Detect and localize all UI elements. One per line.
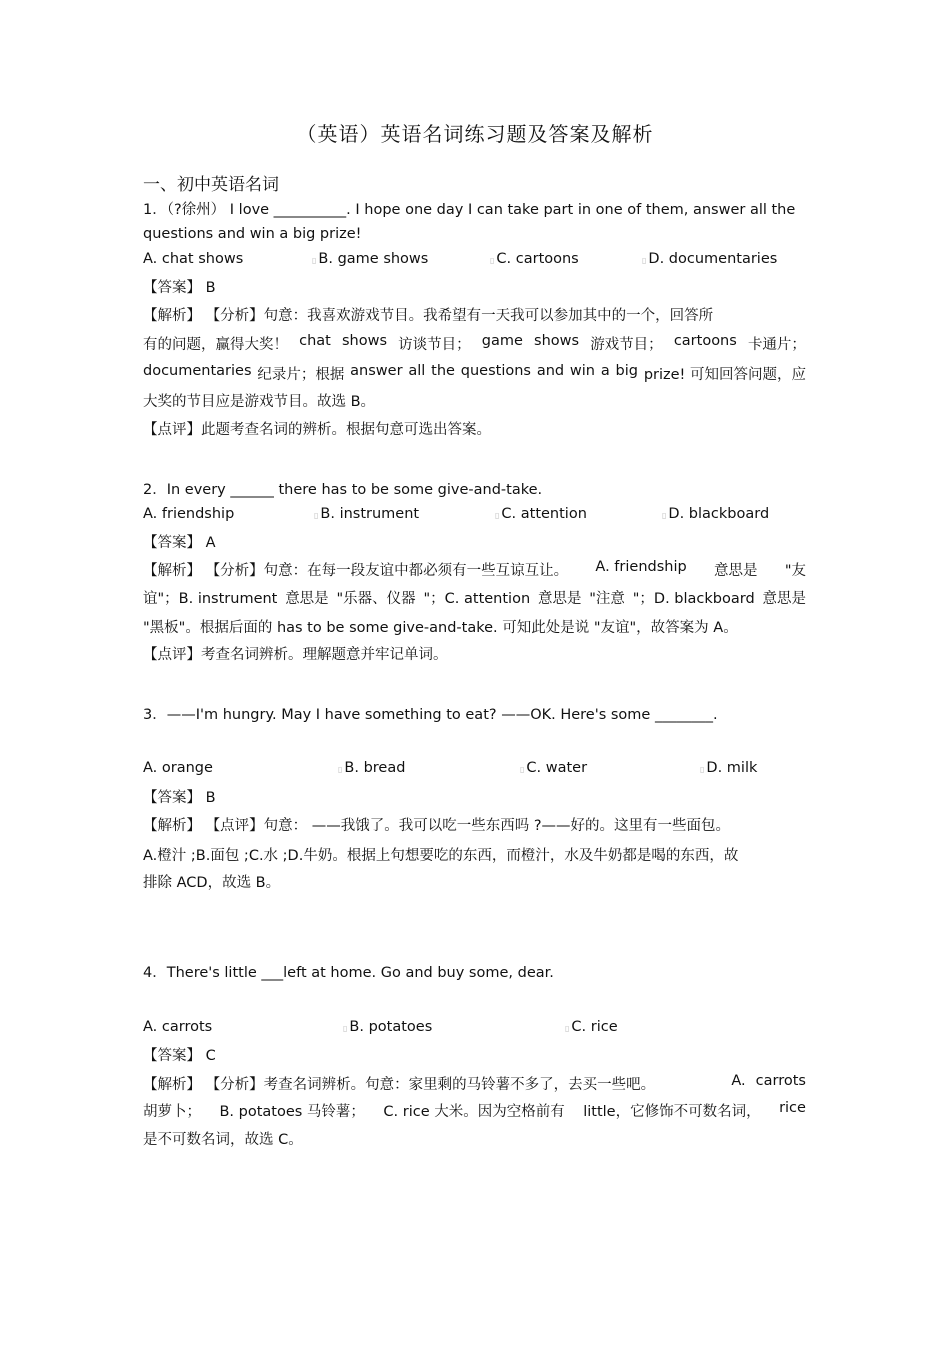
q1-analysis-line2 xyxy=(143,333,806,354)
tick-mark-icon: ▯ xyxy=(662,511,667,520)
section-heading: 一、初中英语名词 xyxy=(143,175,279,195)
q1-stem-line2: questions and win a big prize! xyxy=(143,226,362,242)
q1-analysis-part: and xyxy=(536,363,565,379)
q4-analysis-line2 xyxy=(143,1100,806,1121)
q4-answer: 【答案】 C xyxy=(143,1048,216,1064)
q1-option-c-label: C. cartoons xyxy=(496,251,579,267)
tick-mark-icon: ▯ xyxy=(700,765,705,774)
q4-option-b-label: B. potatoes xyxy=(349,1019,433,1035)
q4-analysis-part: little，它修饰不可数名词， xyxy=(583,1104,761,1120)
q2-analysis-part: 【解析】 【分析】句意：在每一段友谊中都必须有一些互谅互让。 xyxy=(143,563,569,579)
q4-option-c-label: C. rice xyxy=(571,1019,618,1035)
q1-option-b xyxy=(312,251,428,267)
q2-analysis-line1 xyxy=(143,559,806,580)
q2-analysis-part: 意思是 xyxy=(537,591,582,607)
q1-analysis-part: 游戏节目； xyxy=(590,337,663,353)
q4-analysis-part: A. xyxy=(731,1073,746,1089)
q2-option-b xyxy=(314,506,419,522)
tick-mark-icon: ▯ xyxy=(338,765,343,774)
q4-analysis-spacer xyxy=(655,1073,731,1094)
q2-analysis-part: 意思是 xyxy=(762,591,806,607)
q1-option-b-label: B. game shows xyxy=(318,251,429,267)
q2-option-b-label: B. instrument xyxy=(320,506,420,522)
q4-stem: 4．There's little ___left at home. Go and buy some, dear. xyxy=(143,965,554,981)
q3-analysis-line2: A.橙汁 ;B.面包 ;C.水 ;D.牛奶。根据上句想要吃的东西，而橙汁，水及牛奶都是喝的东西，故 xyxy=(143,848,739,864)
tick-mark-icon: ▯ xyxy=(642,256,647,265)
q2-answer: 【答案】 A xyxy=(143,535,216,551)
q3-answer: 【答案】 B xyxy=(143,790,216,806)
q2-option-d xyxy=(662,506,769,522)
q3-stem: 3．——I'm hungry. May I have something to eat? ——OK. Here's some ________. xyxy=(143,707,718,723)
q4-analysis-part: rice xyxy=(779,1100,806,1116)
q4-analysis-part: C. rice 大米。因为空格前有 xyxy=(383,1104,565,1120)
q3-option-c-label: C. water xyxy=(526,760,588,776)
q1-option-d-label: D. documentaries xyxy=(648,251,778,267)
tick-mark-icon: ▯ xyxy=(490,256,495,265)
q1-analysis-part: questions xyxy=(460,363,531,379)
q1-analysis-part: 纪录片；根据 xyxy=(257,367,345,383)
q4-analysis-part: carrots xyxy=(755,1073,806,1089)
q1-answer: 【答案】 B xyxy=(143,280,216,296)
q1-analysis-part: a xyxy=(600,363,610,379)
q3-option-b-label: B. bread xyxy=(344,760,406,776)
q2-analysis-part: "乐器、仪器 xyxy=(336,591,416,607)
q1-analysis-part: answer xyxy=(350,363,403,379)
q2-analysis-part: A. friendship xyxy=(595,559,687,575)
q3-option-a: A. orange xyxy=(143,760,213,776)
q4-option-c xyxy=(565,1019,618,1035)
q2-stem: 2．In every ______ there has to be some give-and-take. xyxy=(143,482,543,498)
q3-option-d xyxy=(700,760,757,776)
q1-comment: 【点评】此题考查名词的辨析。根据句意可选出答案。 xyxy=(143,422,491,438)
q1-analysis-part: big xyxy=(615,363,638,379)
q2-option-d-label: D. blackboard xyxy=(668,506,770,522)
q1-analysis-part: 有的问题，赢得大奖！ xyxy=(143,337,288,353)
tick-mark-icon: ▯ xyxy=(565,1024,570,1033)
q1-analysis-part: game xyxy=(481,333,523,349)
q2-analysis-part: "友 xyxy=(784,563,806,579)
q1-analysis-part: prize! 可知回答问题，应 xyxy=(643,367,806,383)
tick-mark-icon: ▯ xyxy=(314,511,319,520)
page-title: （英语）英语名词练习题及答案及解析 xyxy=(296,122,654,146)
q1-option-a: A. chat shows xyxy=(143,251,244,267)
q2-analysis-part: 意思是 xyxy=(714,563,758,579)
q1-analysis-part: the xyxy=(431,363,455,379)
q2-analysis-line2 xyxy=(143,587,806,608)
q4-analysis-line1 xyxy=(143,1073,806,1094)
q2-option-c-label: C. attention xyxy=(501,506,587,522)
q4-analysis-line3: 是不可数名词，故选 C。 xyxy=(143,1132,303,1148)
q1-option-c xyxy=(490,251,579,267)
q2-analysis-part: "；D. blackboard xyxy=(632,591,755,607)
tick-mark-icon: ▯ xyxy=(495,511,500,520)
q4-option-b xyxy=(343,1019,432,1035)
q2-option-c xyxy=(495,506,587,522)
q1-analysis-part: shows xyxy=(341,333,388,349)
q2-analysis-part: "；C. attention xyxy=(423,591,531,607)
q1-analysis-part: shows xyxy=(534,333,580,349)
q4-analysis-part: 胡萝卜； xyxy=(143,1104,201,1120)
q4-analysis-part: B. potatoes 马铃薯； xyxy=(219,1104,365,1120)
q4-option-a: A. carrots xyxy=(143,1019,213,1035)
q2-analysis-part: "注意 xyxy=(589,591,625,607)
q1-stem-line1: 1．（?徐州） I love __________. I hope one day I can take part in one of them, answer all the xyxy=(143,202,796,218)
tick-mark-icon: ▯ xyxy=(343,1024,348,1033)
q2-analysis-part: 谊"；B. instrument xyxy=(143,591,278,607)
q3-analysis-line3: 排除 ACD，故选 B。 xyxy=(143,875,281,891)
q1-analysis-part: all xyxy=(408,363,426,379)
q2-analysis-part: 意思是 xyxy=(285,591,329,607)
q1-analysis-part: win xyxy=(569,363,595,379)
q1-analysis-part: chat xyxy=(299,333,331,349)
q2-option-a: A. friendship xyxy=(143,506,235,522)
q2-comment: 【点评】考查名词辨析。理解题意并牢记单词。 xyxy=(143,647,448,663)
q1-analysis-line3 xyxy=(143,363,806,384)
q3-option-b xyxy=(338,760,405,776)
q3-analysis-line1: 【解析】 【点评】句意： ——我饿了。我可以吃一些东西吗 ?——好的。这里有一些面包。 xyxy=(143,818,731,834)
q3-option-c xyxy=(520,760,587,776)
q1-analysis-line1: 【解析】 【分析】句意：我喜欢游戏节目。我希望有一天我可以参加其中的一个，回答所 xyxy=(143,308,714,324)
q1-analysis-line4: 大奖的节目应是游戏节目。故选 B。 xyxy=(143,394,376,410)
q1-analysis-part: 卡通片； xyxy=(747,337,806,353)
q3-option-d-label: D. milk xyxy=(706,760,758,776)
tick-mark-icon: ▯ xyxy=(312,256,317,265)
q1-analysis-part: 访谈节目； xyxy=(398,337,471,353)
q1-option-d xyxy=(642,251,777,267)
q1-analysis-part: cartoons xyxy=(673,333,737,349)
q4-analysis-part: 【解析】 【分析】考查名词辨析。句意：家里剩的马铃薯不多了，去买一些吧。 xyxy=(143,1077,656,1093)
tick-mark-icon: ▯ xyxy=(520,765,525,774)
q2-analysis-line3: "黑板"。根据后面的 has to be some give-and-take. 可知此处是说 "友谊"，故答案为 A。 xyxy=(143,620,738,636)
q1-analysis-part: documentaries xyxy=(143,363,252,379)
